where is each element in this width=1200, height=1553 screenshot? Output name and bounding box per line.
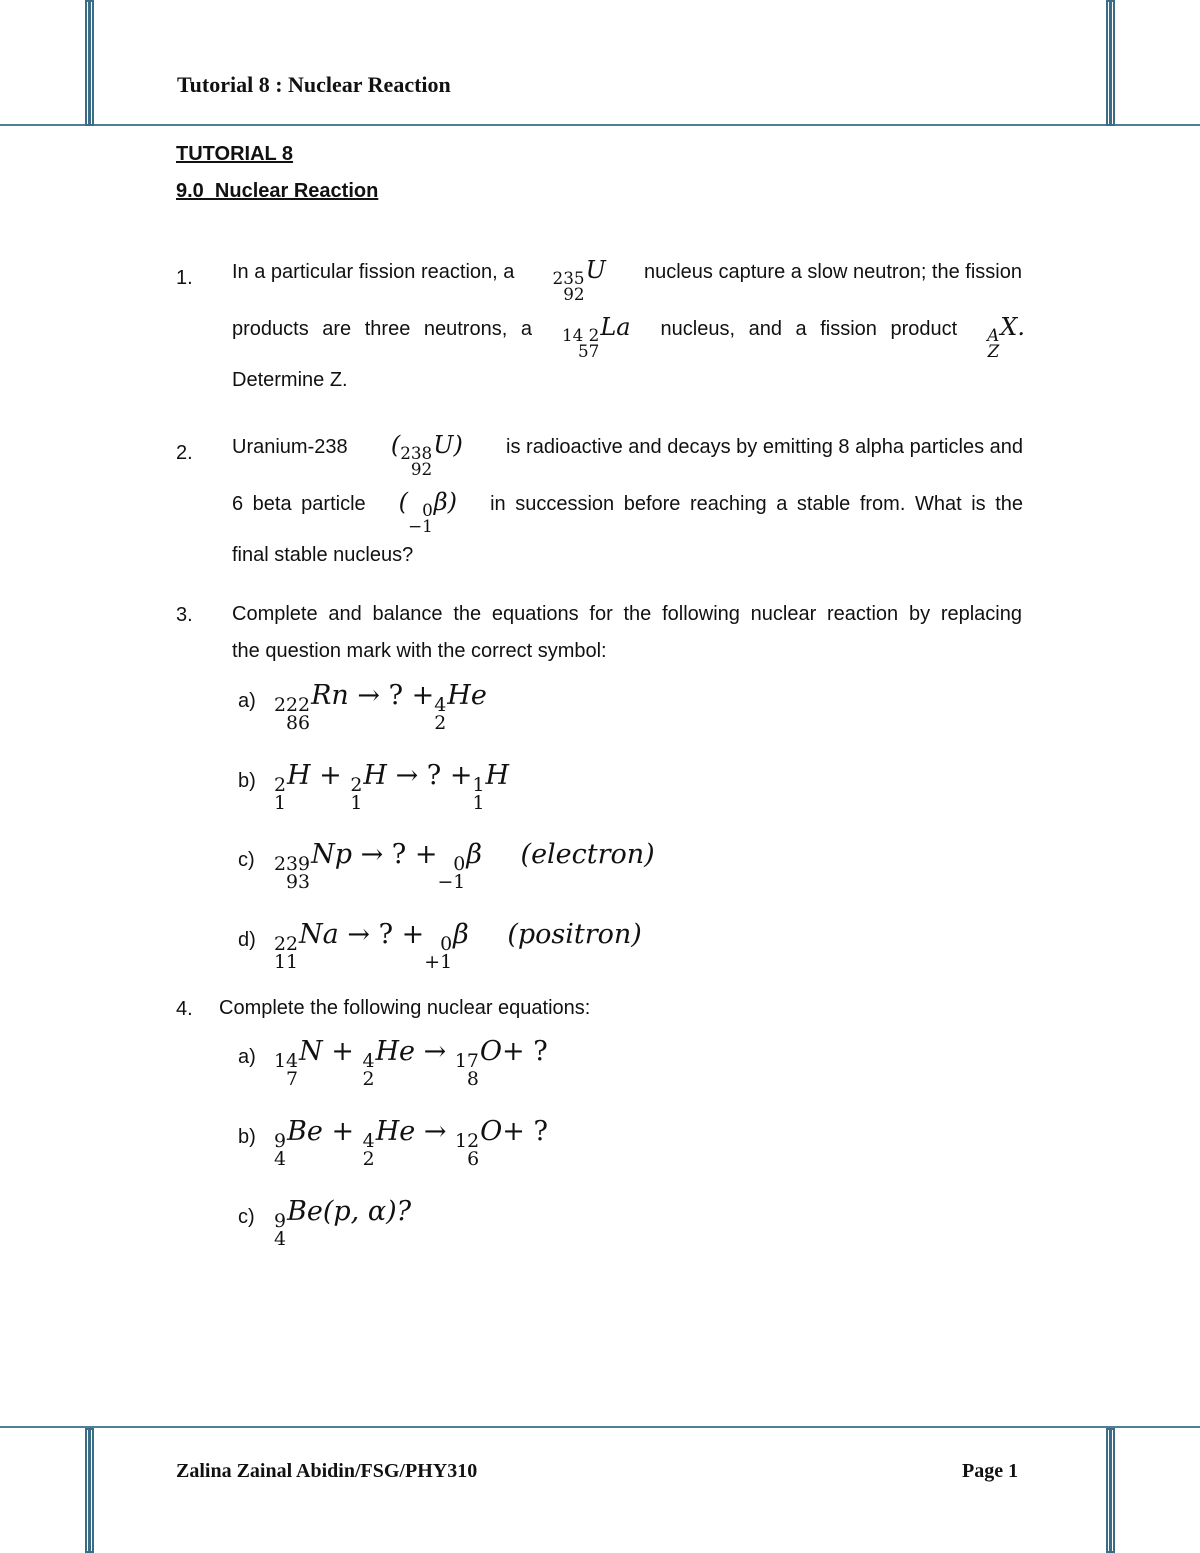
q4a-s3: O bbox=[479, 1036, 503, 1067]
footer-right-bar bbox=[1106, 1428, 1115, 1553]
q4b-m3: 12 bbox=[455, 1129, 480, 1152]
q4a-equation bbox=[274, 1038, 548, 1089]
q3b-arrow: → ? + bbox=[395, 760, 473, 791]
q3-line2: the question mark with the correct symbol: bbox=[232, 640, 607, 662]
q3c-arrow: → ? + bbox=[360, 839, 438, 870]
q4b-label: b) bbox=[238, 1126, 256, 1148]
q3c-note: (electron) bbox=[520, 839, 655, 870]
q4a-arrow: → bbox=[423, 1036, 447, 1067]
q3b-z3: 1 bbox=[472, 791, 485, 814]
q3d-s1: Na bbox=[299, 919, 339, 950]
q1-number: 1. bbox=[176, 267, 193, 289]
q3-number: 3. bbox=[176, 604, 193, 626]
q3b-plus: + bbox=[319, 760, 342, 791]
q4a-plus: + bbox=[331, 1036, 354, 1067]
q1-u-mass: 235 bbox=[552, 267, 585, 288]
q2-uranium-nuclide: ( 238 92 U) bbox=[390, 431, 463, 479]
q1-lanthanum-nuclide bbox=[562, 315, 631, 360]
q3c-m2: 0 bbox=[453, 852, 466, 875]
footer-left-bar bbox=[85, 1428, 94, 1553]
q4a-z1: 7 bbox=[286, 1067, 299, 1090]
q2-u-z: 92 bbox=[410, 458, 433, 479]
q3b-s3: H bbox=[485, 760, 510, 791]
q2-line1a: Uranium-238 bbox=[232, 436, 348, 458]
q3a-z2: 2 bbox=[434, 711, 447, 734]
q1-la-symbol: La bbox=[600, 313, 631, 341]
q2-line2 bbox=[232, 490, 1023, 535]
q4c-label: c) bbox=[238, 1206, 255, 1228]
q2-line1 bbox=[232, 433, 1023, 478]
q2-line2a: 6 beta particle bbox=[232, 493, 366, 515]
q4a-z2: 2 bbox=[362, 1067, 375, 1090]
q1-x-symbol: X. bbox=[1000, 313, 1025, 341]
q4a-s1: N bbox=[299, 1036, 323, 1067]
q4a-z3: 8 bbox=[466, 1067, 479, 1090]
q4a-m2: 4 bbox=[362, 1049, 375, 1072]
q2-beta-particle: ( 0 −1 β) bbox=[398, 488, 458, 536]
header-left-bar bbox=[85, 0, 94, 126]
q2-number: 2. bbox=[176, 442, 193, 464]
q1-line1a: In a particular fission reaction, a bbox=[232, 261, 515, 283]
q4c-z1: 4 bbox=[274, 1227, 287, 1250]
q3d-z2: +1 bbox=[424, 950, 453, 973]
tutorial-heading: TUTORIAL 8 bbox=[176, 143, 294, 165]
q4a-s2: He bbox=[375, 1036, 416, 1067]
q3b-z2: 1 bbox=[350, 791, 363, 814]
q3a-equation bbox=[274, 682, 487, 733]
q4b-plus: + bbox=[331, 1116, 355, 1147]
footer-rule bbox=[0, 1426, 1200, 1428]
q3d-m1: 22 bbox=[274, 932, 299, 955]
q3a-label: a) bbox=[238, 690, 256, 712]
q4b-s2: He bbox=[375, 1116, 416, 1147]
q3b-z1: 1 bbox=[274, 791, 287, 814]
footer-author: Zalina Zainal Abidin/FSG/PHY310 bbox=[176, 1460, 478, 1482]
q4-line1: Complete the following nuclear equations: bbox=[219, 997, 591, 1019]
q1-line1b: nucleus capture a slow neutron; the fission bbox=[643, 261, 1022, 283]
q1-la-z: 57 bbox=[577, 340, 600, 361]
q2-u-symbol: U bbox=[433, 431, 454, 459]
header-rule bbox=[0, 124, 1200, 126]
q3a-m1: 222 bbox=[274, 693, 311, 716]
q1-uranium-nuclide bbox=[553, 258, 606, 303]
q2-b-mass: 0 bbox=[422, 499, 433, 520]
q4c-m1: 9 bbox=[274, 1209, 287, 1232]
q3b-equation bbox=[274, 762, 509, 813]
q1-la-mass: 14 2 bbox=[561, 324, 600, 345]
q4b-m2: 4 bbox=[362, 1129, 375, 1152]
q2-b-symbol: β bbox=[433, 488, 448, 516]
q3d-s2: β bbox=[453, 919, 469, 950]
q3a-z1: 86 bbox=[286, 711, 311, 734]
q3d-label: d) bbox=[238, 929, 256, 951]
q4a-m3: 17 bbox=[454, 1049, 479, 1072]
q4b-tail: + ? bbox=[502, 1116, 548, 1147]
q4b-arrow: → bbox=[423, 1116, 447, 1147]
q2-line1b: is radioactive and decays by emitting 8 alpha particles and bbox=[506, 436, 1023, 458]
q3a-m2: 4 bbox=[434, 693, 447, 716]
q4b-equation bbox=[274, 1118, 548, 1169]
q3d-m2: 0 bbox=[440, 932, 453, 955]
q4c-s1: Be bbox=[287, 1196, 323, 1227]
q3d-note: (positron) bbox=[507, 919, 642, 950]
page-header-title: Tutorial 8 : Nuclear Reaction bbox=[177, 72, 451, 97]
q2-b-z: −1 bbox=[408, 515, 433, 536]
q3a-s1: Rn bbox=[311, 680, 349, 711]
q4c-equation bbox=[274, 1198, 411, 1249]
q3c-label: c) bbox=[238, 849, 255, 871]
q3a-arrow: → ? + bbox=[357, 680, 435, 711]
q2-u-mass: 238 bbox=[400, 442, 433, 463]
q1-line3: Determine Z. bbox=[232, 369, 348, 391]
q4b-m1: 9 bbox=[274, 1129, 287, 1152]
q1-line2a: products are three neutrons, a bbox=[232, 318, 532, 340]
q1-x-nuclide bbox=[987, 315, 1025, 360]
q4c-rest: (p, α)? bbox=[322, 1196, 412, 1227]
q1-line1 bbox=[232, 258, 1022, 303]
q3c-s1: Np bbox=[311, 839, 352, 870]
q1-line2 bbox=[232, 315, 1025, 360]
q4b-s3: O bbox=[480, 1116, 503, 1147]
q3b-m3: 1 bbox=[472, 773, 485, 796]
q3b-m2: 2 bbox=[350, 773, 363, 796]
q1-u-symbol: U bbox=[585, 256, 606, 284]
q2-line3: final stable nucleus? bbox=[232, 544, 414, 566]
q4a-tail: + ? bbox=[502, 1036, 548, 1067]
q4-number: 4. bbox=[176, 998, 193, 1020]
q1-line2b: nucleus, and a fission product bbox=[660, 318, 958, 340]
q4b-s1: Be bbox=[287, 1116, 323, 1147]
q1-x-z: Z bbox=[987, 340, 1000, 361]
q4a-m1: 14 bbox=[274, 1049, 299, 1072]
q3b-m1: 2 bbox=[274, 773, 287, 796]
footer-page-number: Page 1 bbox=[962, 1460, 1019, 1482]
q4b-z2: 2 bbox=[362, 1147, 375, 1170]
q3a-s2: He bbox=[447, 680, 487, 711]
q3b-s2: H bbox=[363, 760, 387, 791]
q2-line2b: in succession before reaching a stable from. What is the bbox=[490, 493, 1023, 515]
q1-x-mass: A bbox=[987, 324, 1000, 345]
q3b-s1: H bbox=[287, 760, 311, 791]
q4b-z1: 4 bbox=[274, 1147, 287, 1170]
q3-line1: Complete and balance the equations for the following nuclear reaction by replacing bbox=[232, 603, 1022, 625]
q3b-label: b) bbox=[238, 770, 256, 792]
section-heading: 9.0 Nuclear Reaction bbox=[176, 180, 379, 202]
q3c-z1: 93 bbox=[286, 870, 311, 893]
q1-u-z: 92 bbox=[563, 283, 585, 304]
q3c-equation bbox=[274, 841, 655, 892]
q3c-z2: −1 bbox=[437, 870, 466, 893]
header-right-bar bbox=[1106, 0, 1115, 126]
q3c-s2: β bbox=[466, 839, 482, 870]
q3c-m1: 239 bbox=[274, 852, 311, 875]
q4b-z3: 6 bbox=[467, 1147, 480, 1170]
q3d-arrow: → ? + bbox=[347, 919, 425, 950]
q3d-equation bbox=[274, 921, 642, 972]
q4a-label: a) bbox=[238, 1046, 256, 1068]
q3d-z1: 11 bbox=[274, 950, 299, 973]
